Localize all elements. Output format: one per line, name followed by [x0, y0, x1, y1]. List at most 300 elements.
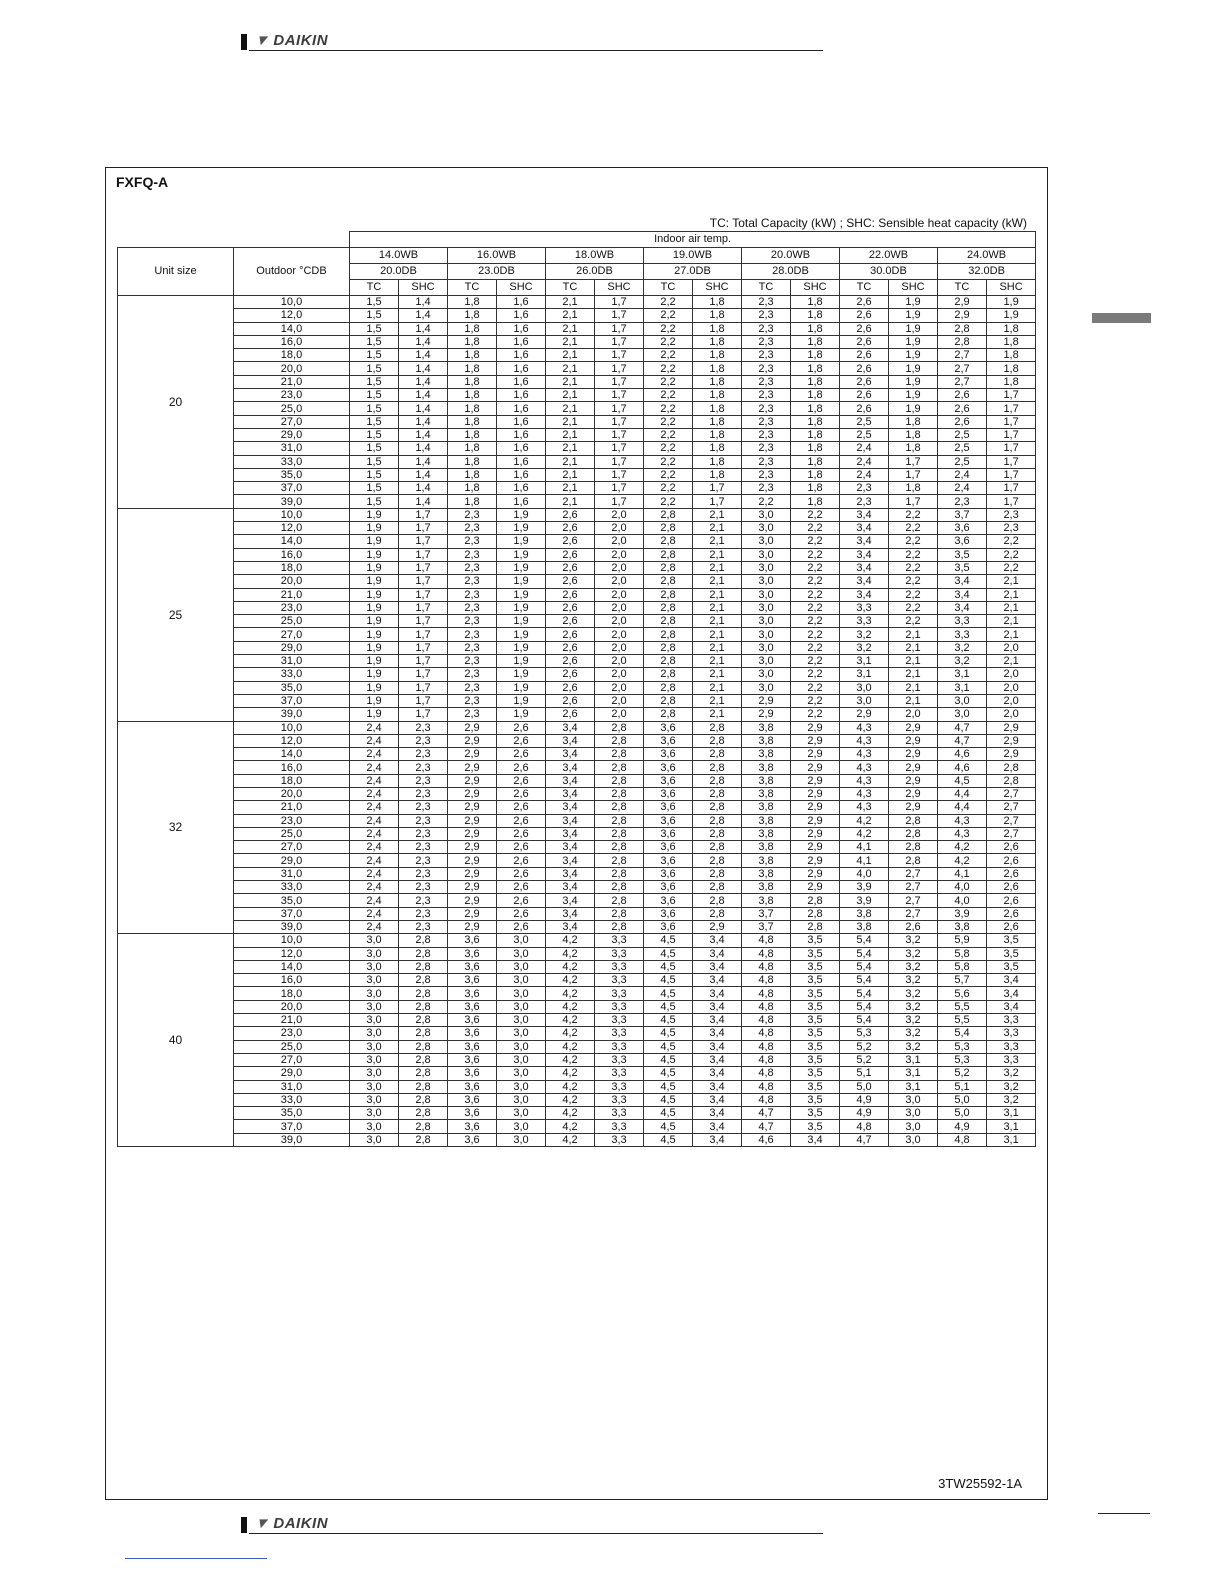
unit-size-cell: 20: [118, 296, 234, 509]
tc-header: TC: [742, 280, 791, 296]
tc-value-cell: 3,6: [448, 1067, 497, 1080]
shc-value-cell: 2,6: [497, 734, 546, 747]
tc-value-cell: 2,8: [644, 694, 693, 707]
tc-value-cell: 2,9: [742, 708, 791, 721]
shc-value-cell: 3,5: [791, 1053, 840, 1066]
header-brand: [251, 32, 329, 49]
tc-value-cell: 4,5: [644, 960, 693, 973]
tc-value-cell: 1,5: [350, 455, 399, 468]
shc-value-cell: 3,2: [889, 1000, 938, 1013]
shc-value-cell: 3,3: [595, 947, 644, 960]
outdoor-temp-cell: 12,0: [234, 309, 350, 322]
tc-value-cell: 2,4: [350, 907, 399, 920]
tc-value-cell: 4,6: [938, 761, 987, 774]
outdoor-temp-cell: 33,0: [234, 455, 350, 468]
shc-value-cell: 2,1: [693, 615, 742, 628]
table-row: [118, 668, 1036, 681]
shc-value-cell: 1,8: [791, 495, 840, 508]
shc-value-cell: 2,0: [595, 548, 644, 561]
tc-value-cell: 3,0: [350, 1040, 399, 1053]
tc-value-cell: 5,2: [840, 1053, 889, 1066]
shc-value-cell: 3,4: [693, 1120, 742, 1133]
shc-value-cell: 1,9: [497, 708, 546, 721]
shc-value-cell: 2,6: [497, 748, 546, 761]
tc-value-cell: 3,6: [448, 1027, 497, 1040]
tc-value-cell: 3,8: [742, 801, 791, 814]
shc-value-cell: 2,3: [399, 801, 448, 814]
shc-value-cell: 2,1: [693, 641, 742, 654]
shc-value-cell: 1,7: [399, 522, 448, 535]
tc-value-cell: 2,1: [546, 362, 595, 375]
shc-value-cell: 2,2: [889, 508, 938, 521]
shc-value-cell: 1,4: [399, 468, 448, 481]
shc-value-cell: 1,8: [987, 335, 1036, 348]
shc-value-cell: 3,0: [497, 1040, 546, 1053]
tc-value-cell: 2,3: [742, 335, 791, 348]
tc-value-cell: 3,4: [546, 814, 595, 827]
shc-value-cell: 2,8: [399, 1080, 448, 1093]
shc-value-cell: 1,7: [399, 508, 448, 521]
shc-value-cell: 3,2: [987, 1093, 1036, 1106]
tc-value-cell: 2,9: [840, 708, 889, 721]
table-row: [118, 561, 1036, 574]
tc-value-cell: 5,2: [938, 1067, 987, 1080]
tc-value-cell: 4,2: [546, 1080, 595, 1093]
table-row: [118, 508, 1036, 521]
tc-value-cell: 4,3: [938, 827, 987, 840]
footer-brand: [251, 1515, 329, 1532]
tc-value-cell: 2,8: [644, 668, 693, 681]
shc-value-cell: 2,6: [987, 854, 1036, 867]
shc-value-cell: 2,8: [693, 787, 742, 800]
tc-value-cell: 2,4: [350, 827, 399, 840]
shc-value-cell: 3,3: [595, 987, 644, 1000]
shc-value-cell: 2,3: [399, 827, 448, 840]
shc-value-cell: 3,4: [791, 1133, 840, 1146]
shc-value-cell: 2,6: [987, 907, 1036, 920]
tc-value-cell: 2,2: [644, 468, 693, 481]
shc-value-cell: 1,8: [791, 442, 840, 455]
shc-value-cell: 2,9: [791, 774, 840, 787]
shc-value-cell: 1,4: [399, 402, 448, 415]
tc-value-cell: 3,6: [448, 947, 497, 960]
tc-value-cell: 2,3: [448, 641, 497, 654]
tc-value-cell: 2,9: [938, 309, 987, 322]
shc-value-cell: 2,7: [987, 787, 1036, 800]
indoor-wb-header: 16.0WB: [448, 248, 546, 264]
tc-value-cell: 2,1: [546, 455, 595, 468]
tc-value-cell: 3,4: [938, 601, 987, 614]
tc-value-cell: 4,2: [546, 1014, 595, 1027]
shc-value-cell: 3,2: [987, 1067, 1036, 1080]
table-row: [118, 854, 1036, 867]
tc-value-cell: 4,7: [938, 721, 987, 734]
shc-value-cell: 2,8: [595, 894, 644, 907]
shc-value-cell: 2,8: [693, 841, 742, 854]
tc-value-cell: 2,9: [448, 814, 497, 827]
shc-value-cell: 2,1: [889, 694, 938, 707]
tc-value-cell: 3,0: [742, 561, 791, 574]
shc-value-cell: 1,4: [399, 482, 448, 495]
table-row: [118, 987, 1036, 1000]
tc-value-cell: 2,9: [448, 841, 497, 854]
tc-value-cell: 3,4: [546, 894, 595, 907]
tc-value-cell: 2,6: [546, 548, 595, 561]
tc-value-cell: 2,8: [644, 561, 693, 574]
shc-value-cell: 3,5: [791, 1120, 840, 1133]
tc-value-cell: 1,9: [350, 601, 399, 614]
outdoor-temp-cell: 25,0: [234, 402, 350, 415]
shc-value-cell: 3,0: [497, 1120, 546, 1133]
tc-value-cell: 3,8: [742, 854, 791, 867]
shc-value-cell: 1,8: [791, 322, 840, 335]
outdoor-temp-cell: 31,0: [234, 867, 350, 880]
shc-value-cell: 1,6: [497, 442, 546, 455]
tc-value-cell: 1,5: [350, 362, 399, 375]
tc-value-cell: 2,3: [448, 615, 497, 628]
tc-value-cell: 1,8: [448, 495, 497, 508]
tc-value-cell: 3,0: [742, 601, 791, 614]
shc-value-cell: 1,8: [693, 455, 742, 468]
shc-value-cell: 2,6: [497, 894, 546, 907]
tc-value-cell: 5,3: [938, 1040, 987, 1053]
tc-value-cell: 1,8: [448, 402, 497, 415]
shc-value-cell: 2,0: [595, 601, 644, 614]
shc-value-cell: 1,7: [889, 495, 938, 508]
shc-value-cell: 1,7: [399, 694, 448, 707]
tc-value-cell: 4,3: [840, 787, 889, 800]
shc-value-cell: 2,8: [889, 854, 938, 867]
shc-value-cell: 2,1: [693, 575, 742, 588]
tc-value-cell: 2,2: [644, 296, 693, 309]
shc-value-cell: 3,4: [693, 934, 742, 947]
tc-value-cell: 3,5: [938, 548, 987, 561]
shc-value-cell: 2,2: [791, 615, 840, 628]
tc-value-cell: 3,7: [742, 907, 791, 920]
tc-value-cell: 5,4: [840, 1000, 889, 1013]
outdoor-temp-cell: 18,0: [234, 561, 350, 574]
shc-value-cell: 2,9: [889, 734, 938, 747]
shc-value-cell: 3,0: [889, 1107, 938, 1120]
shc-value-cell: 1,7: [987, 402, 1036, 415]
tc-value-cell: 2,4: [350, 748, 399, 761]
outdoor-temp-cell: 10,0: [234, 721, 350, 734]
shc-value-cell: 3,5: [791, 974, 840, 987]
tc-value-cell: 3,3: [938, 628, 987, 641]
shc-value-cell: 1,9: [889, 349, 938, 362]
tc-value-cell: 2,2: [644, 495, 693, 508]
indoor-wb-header: 14.0WB: [350, 248, 448, 264]
shc-value-cell: 1,8: [693, 335, 742, 348]
tc-value-cell: 5,0: [938, 1093, 987, 1106]
shc-value-cell: 2,2: [791, 522, 840, 535]
tc-value-cell: 2,5: [938, 442, 987, 455]
shc-value-cell: 3,1: [889, 1053, 938, 1066]
tc-value-cell: 3,6: [644, 920, 693, 933]
shc-value-cell: 2,8: [693, 734, 742, 747]
indoor-db-header: 27.0DB: [644, 264, 742, 280]
shc-value-cell: 3,4: [693, 1107, 742, 1120]
tc-value-cell: 5,4: [840, 974, 889, 987]
tc-value-cell: 2,6: [938, 389, 987, 402]
tc-value-cell: 3,1: [840, 668, 889, 681]
tc-value-cell: 4,5: [644, 934, 693, 947]
shc-value-cell: 2,8: [693, 894, 742, 907]
tc-value-cell: 2,6: [546, 641, 595, 654]
shc-value-cell: 2,1: [987, 655, 1036, 668]
shc-header: SHC: [497, 280, 546, 296]
shc-value-cell: 2,2: [791, 628, 840, 641]
shc-value-cell: 2,8: [399, 934, 448, 947]
tc-value-cell: 3,6: [448, 1120, 497, 1133]
tc-value-cell: 2,2: [644, 375, 693, 388]
tc-value-cell: 2,3: [742, 442, 791, 455]
shc-value-cell: 2,8: [399, 987, 448, 1000]
outdoor-temp-cell: 27,0: [234, 628, 350, 641]
tc-value-cell: 3,6: [448, 1080, 497, 1093]
tc-value-cell: 3,2: [840, 641, 889, 654]
outdoor-temp-cell: 29,0: [234, 854, 350, 867]
tc-value-cell: 2,8: [644, 522, 693, 535]
unit-size-header: Unit size: [118, 248, 234, 296]
shc-value-cell: 2,8: [693, 867, 742, 880]
shc-value-cell: 1,7: [595, 442, 644, 455]
shc-value-cell: 3,5: [791, 987, 840, 1000]
shc-value-cell: 2,9: [889, 787, 938, 800]
outdoor-temp-cell: 18,0: [234, 987, 350, 1000]
shc-value-cell: 1,7: [399, 588, 448, 601]
tc-value-cell: 2,8: [938, 322, 987, 335]
tc-value-cell: 2,6: [840, 389, 889, 402]
shc-value-cell: 2,6: [497, 827, 546, 840]
tc-value-cell: 2,9: [448, 907, 497, 920]
tc-value-cell: 2,3: [742, 349, 791, 362]
shc-value-cell: 1,9: [889, 322, 938, 335]
tc-value-cell: 4,3: [938, 814, 987, 827]
tc-value-cell: 4,2: [938, 854, 987, 867]
tc-value-cell: 4,2: [546, 1027, 595, 1040]
shc-value-cell: 1,9: [497, 575, 546, 588]
tc-value-cell: 4,5: [644, 1040, 693, 1053]
tc-value-cell: 2,4: [350, 881, 399, 894]
outdoor-temp-cell: 29,0: [234, 1067, 350, 1080]
shc-value-cell: 1,6: [497, 389, 546, 402]
shc-value-cell: 2,8: [693, 827, 742, 840]
tc-value-cell: 3,9: [840, 894, 889, 907]
shc-value-cell: 2,2: [791, 681, 840, 694]
tc-value-cell: 5,4: [840, 987, 889, 1000]
shc-value-cell: 1,7: [595, 402, 644, 415]
indoor-wb-header: 22.0WB: [840, 248, 938, 264]
shc-value-cell: 1,4: [399, 296, 448, 309]
tc-value-cell: 4,5: [644, 974, 693, 987]
tc-value-cell: 1,9: [350, 575, 399, 588]
shc-value-cell: 1,6: [497, 428, 546, 441]
tc-value-cell: 2,4: [350, 721, 399, 734]
document-code: 3TW25592-1A: [938, 1476, 1022, 1491]
shc-value-cell: 1,7: [399, 548, 448, 561]
outdoor-cdb-header: Outdoor °CDB: [234, 248, 350, 296]
shc-value-cell: 3,1: [987, 1107, 1036, 1120]
shc-value-cell: 1,8: [693, 415, 742, 428]
tc-value-cell: 3,4: [546, 721, 595, 734]
tc-value-cell: 2,9: [938, 296, 987, 309]
shc-value-cell: 1,7: [399, 561, 448, 574]
tc-value-cell: 1,8: [448, 296, 497, 309]
tc-value-cell: 3,4: [938, 588, 987, 601]
tc-value-cell: 2,4: [350, 894, 399, 907]
shc-value-cell: 2,9: [987, 721, 1036, 734]
tc-value-cell: 2,7: [938, 362, 987, 375]
tc-value-cell: 3,6: [938, 535, 987, 548]
table-row: [118, 468, 1036, 481]
shc-value-cell: 1,8: [791, 335, 840, 348]
tc-value-cell: 3,2: [840, 628, 889, 641]
tc-value-cell: 3,6: [448, 934, 497, 947]
tc-value-cell: 5,9: [938, 934, 987, 947]
shc-value-cell: 2,6: [497, 761, 546, 774]
shc-value-cell: 3,5: [791, 1093, 840, 1106]
shc-value-cell: 2,0: [595, 508, 644, 521]
shc-value-cell: 2,8: [595, 907, 644, 920]
tc-value-cell: 2,1: [546, 428, 595, 441]
table-row: [118, 296, 1036, 309]
tc-value-cell: 3,8: [742, 748, 791, 761]
table-row: [118, 920, 1036, 933]
shc-value-cell: 2,2: [889, 522, 938, 535]
outdoor-temp-cell: 20,0: [234, 787, 350, 800]
tc-value-cell: 5,3: [938, 1053, 987, 1066]
table-row: [118, 947, 1036, 960]
shc-value-cell: 2,2: [889, 615, 938, 628]
tc-value-cell: 2,1: [546, 482, 595, 495]
shc-value-cell: 1,8: [889, 482, 938, 495]
shc-value-cell: 1,7: [693, 482, 742, 495]
shc-value-cell: 2,2: [791, 508, 840, 521]
tc-value-cell: 4,8: [742, 1093, 791, 1106]
tc-value-cell: 3,0: [742, 588, 791, 601]
outdoor-temp-cell: 16,0: [234, 974, 350, 987]
tc-value-cell: 2,3: [448, 535, 497, 548]
shc-value-cell: 3,4: [693, 1067, 742, 1080]
shc-value-cell: 2,1: [889, 628, 938, 641]
shc-value-cell: 1,8: [693, 375, 742, 388]
outdoor-temp-cell: 16,0: [234, 335, 350, 348]
tc-value-cell: 1,5: [350, 442, 399, 455]
tc-value-cell: 4,8: [742, 1027, 791, 1040]
outdoor-temp-cell: 27,0: [234, 1053, 350, 1066]
shc-value-cell: 2,2: [791, 601, 840, 614]
tc-value-cell: 1,5: [350, 375, 399, 388]
shc-value-cell: 3,4: [693, 947, 742, 960]
tc-value-cell: 3,8: [840, 920, 889, 933]
tc-value-cell: 3,0: [350, 1080, 399, 1093]
shc-value-cell: 3,0: [497, 947, 546, 960]
tc-value-cell: 4,8: [938, 1133, 987, 1146]
tc-value-cell: 4,3: [840, 734, 889, 747]
table-row: [118, 415, 1036, 428]
daikin-logo-icon: ▼: [251, 32, 274, 49]
tc-value-cell: 4,3: [840, 774, 889, 787]
link-underline: [125, 1558, 267, 1559]
tc-value-cell: 3,0: [350, 1000, 399, 1013]
shc-value-cell: 1,9: [497, 601, 546, 614]
tc-value-cell: 3,0: [938, 708, 987, 721]
shc-value-cell: 1,8: [693, 349, 742, 362]
tc-value-cell: 2,6: [546, 575, 595, 588]
tc-value-cell: 2,4: [938, 468, 987, 481]
shc-value-cell: 2,2: [889, 588, 938, 601]
shc-value-cell: 2,6: [497, 801, 546, 814]
outdoor-temp-cell: 23,0: [234, 389, 350, 402]
outdoor-temp-cell: 33,0: [234, 668, 350, 681]
header-brand-text: DAIKIN: [273, 32, 329, 49]
tc-value-cell: 2,6: [546, 522, 595, 535]
tc-value-cell: 2,1: [546, 468, 595, 481]
shc-value-cell: 1,8: [791, 309, 840, 322]
tc-value-cell: 3,0: [742, 508, 791, 521]
outdoor-temp-cell: 20,0: [234, 362, 350, 375]
tc-value-cell: 3,6: [644, 761, 693, 774]
tc-value-cell: 2,4: [350, 787, 399, 800]
tc-value-cell: 3,4: [546, 841, 595, 854]
shc-value-cell: 1,7: [399, 615, 448, 628]
shc-value-cell: 2,1: [693, 694, 742, 707]
shc-value-cell: 3,0: [497, 974, 546, 987]
tc-value-cell: 3,0: [350, 947, 399, 960]
tc-header: TC: [938, 280, 987, 296]
shc-value-cell: 1,4: [399, 442, 448, 455]
table-row: [118, 349, 1036, 362]
tc-value-cell: 3,6: [448, 974, 497, 987]
tc-value-cell: 1,8: [448, 322, 497, 335]
shc-value-cell: 3,2: [889, 974, 938, 987]
shc-value-cell: 2,8: [693, 721, 742, 734]
shc-value-cell: 1,7: [595, 335, 644, 348]
tc-value-cell: 2,8: [644, 655, 693, 668]
outdoor-temp-cell: 14,0: [234, 535, 350, 548]
tc-value-cell: 2,2: [644, 322, 693, 335]
shc-value-cell: 3,4: [693, 1000, 742, 1013]
shc-value-cell: 2,8: [693, 801, 742, 814]
shc-value-cell: 1,9: [497, 508, 546, 521]
outdoor-temp-cell: 20,0: [234, 1000, 350, 1013]
outdoor-temp-cell: 20,0: [234, 575, 350, 588]
tc-value-cell: 3,0: [350, 1107, 399, 1120]
shc-value-cell: 1,8: [693, 296, 742, 309]
shc-value-cell: 2,1: [987, 628, 1036, 641]
shc-value-cell: 2,8: [595, 881, 644, 894]
shc-value-cell: 2,8: [791, 907, 840, 920]
shc-value-cell: 1,9: [889, 362, 938, 375]
tc-value-cell: 5,6: [938, 987, 987, 1000]
shc-value-cell: 2,0: [595, 561, 644, 574]
tc-value-cell: 4,5: [644, 1027, 693, 1040]
tc-value-cell: 2,3: [742, 322, 791, 335]
shc-value-cell: 1,7: [595, 362, 644, 375]
shc-value-cell: 2,0: [595, 655, 644, 668]
tc-value-cell: 1,8: [448, 389, 497, 402]
shc-value-cell: 2,2: [791, 668, 840, 681]
shc-value-cell: 3,0: [497, 1027, 546, 1040]
tc-value-cell: 3,3: [840, 601, 889, 614]
tc-value-cell: 1,8: [448, 349, 497, 362]
shc-value-cell: 2,9: [791, 748, 840, 761]
shc-header: SHC: [791, 280, 840, 296]
tc-value-cell: 4,8: [840, 1120, 889, 1133]
shc-value-cell: 1,8: [791, 389, 840, 402]
indoor-wb-header: 24.0WB: [938, 248, 1036, 264]
